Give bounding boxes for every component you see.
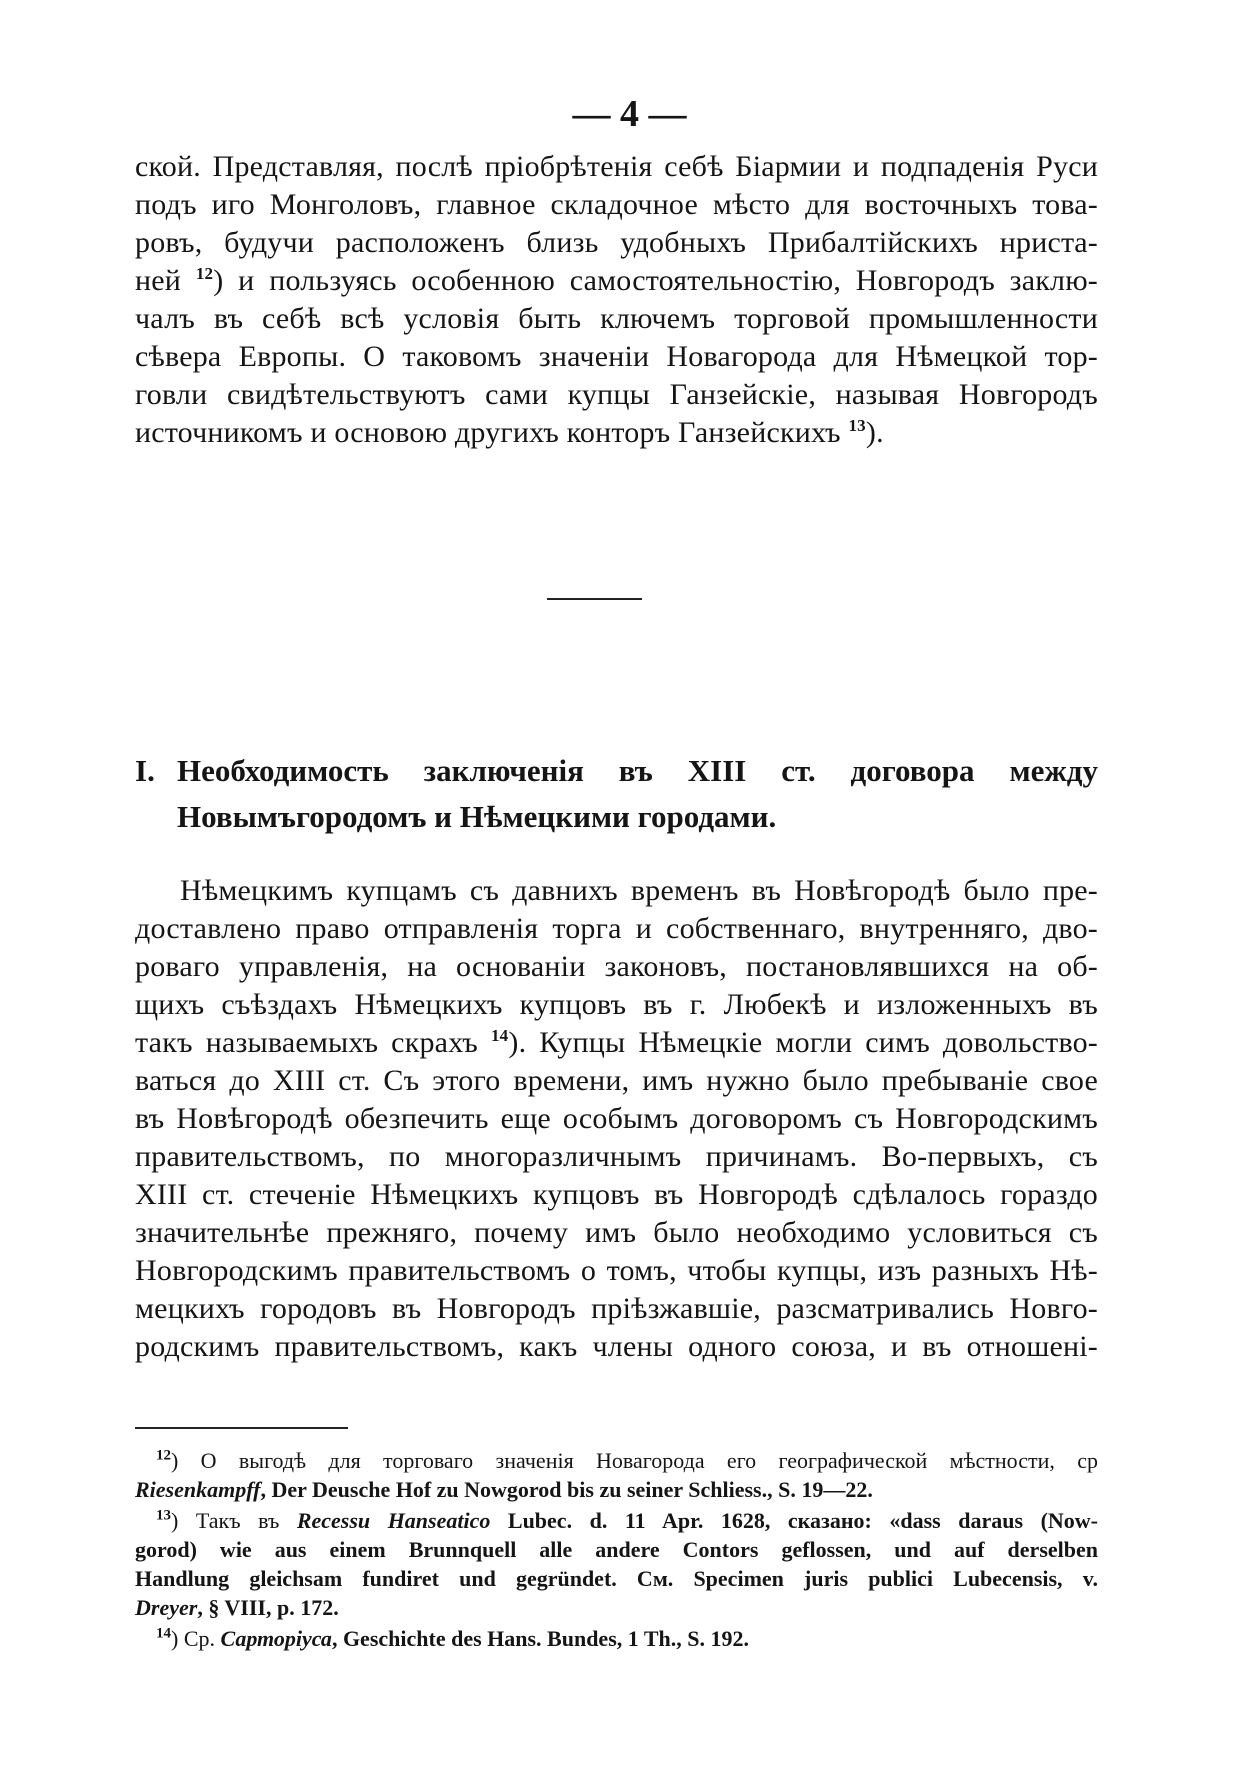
footnote-source: Сартоpiуса: [220, 1626, 332, 1651]
intro-line: ровъ, будучи расположенъ близь удобныхъ Прибалтійскихъ нристa-: [135, 226, 1098, 259]
intro-line: подъ иго Монголовъ, главное складочное мѣсто для восточныхъ това-: [135, 188, 1098, 221]
footnote-mark: 12: [156, 1447, 171, 1464]
body-line: мецкихъ городовъ въ Новгородъ пріѣзжавшіе, разсматривались Новго-: [135, 1292, 1098, 1325]
footnote-author: Dreyer: [135, 1595, 198, 1620]
chapter-title-line: Новымъгородомъ и Нѣмецкими городами.: [177, 799, 777, 834]
footnote-text: ) О выгодѣ для торговаго значенія Новагорода его географической мѣстности, ср: [171, 1448, 1098, 1473]
footnote-author: Riesenkampff: [135, 1477, 261, 1502]
intro-text: ней: [135, 264, 182, 297]
body-line: Нѣмецкимъ купцамъ съ давнихъ временъ въ Новѣгородѣ было пре-: [180, 874, 1098, 907]
footnote-text: , § VIII, p. 172.: [197, 1595, 339, 1620]
intro-text: ) и пользуясь особенною самостоятельностію, Новгородъ заклю-: [213, 264, 1098, 297]
page-number: — 4 —: [572, 93, 687, 135]
chapter-title-line: Необходимость заключенія въ XIII ст. договора между: [177, 753, 1098, 788]
footnote-text: , Geschichte des Hans. Bundes, 1 Th., S. 192.: [331, 1626, 750, 1651]
footnote-text: Lubec. d. 11 Apr. 1628, сказано: «dass daraus (Now-: [490, 1508, 1098, 1533]
intro-line: [135, 414, 1098, 452]
intro-line: ской. Представляя, послѣ пріобрѣтенія себѣ Біармии и подпаденія Руси: [135, 150, 1098, 183]
intro-line: чалъ въ себѣ всѣ условія быть ключемъ торговой промышленности: [135, 302, 1098, 335]
body-line: правительствомъ, по многоразличнымъ причинамъ. Во-первыхъ, съ: [135, 1140, 1098, 1173]
body-line: доставлено право отправленія торга и собственнаго, внутренняго, дво-: [135, 912, 1098, 945]
intro-line: сѣвера Европы. О таковомъ значеніи Новагорода для Нѣмецкой тор-: [135, 340, 1098, 373]
footnote-mark: 14: [156, 1625, 171, 1642]
intro-text: ).: [865, 416, 884, 449]
body-line: родскимъ правительствомъ, какъ члены одного союза, и въ отношені-: [135, 1330, 1098, 1363]
section-separator: [547, 598, 642, 600]
footnote-text: ) Ср.: [171, 1626, 221, 1651]
footnote-rule: [135, 1427, 348, 1429]
footnote-12-cont: [135, 1475, 1098, 1504]
body-line: щихъ съѣздахъ Нѣмецкихъ купцовъ въ г. Любекѣ и изложенныхъ въ: [135, 988, 1098, 1021]
body-line: въ Новѣгородѣ обезпечить еще особымъ договоромъ съ Новгородскимъ: [135, 1102, 1098, 1135]
body-line: [135, 1024, 1098, 1062]
body-line: роваго управленія, на основаніи законовъ, постановлявшихся на об-: [135, 950, 1098, 983]
body-line: ваться до XIII ст. Съ этого времени, имъ нужно было пребываніе свое: [135, 1064, 1098, 1097]
intro-text: источникомъ и основою другихъ конторъ Ганзейскихъ: [135, 416, 841, 449]
body-text: ). Купцы Нѣмецкіе могли симъ довольство-: [508, 1026, 1098, 1059]
body-line: XIII ст. стеченіе Нѣмецкихъ купцовъ въ Новгородѣ сдѣлалось гораздо: [135, 1178, 1098, 1211]
footnote-13: [156, 1506, 1098, 1535]
footnote-text: ) Такъ въ: [171, 1508, 297, 1533]
intro-line: [135, 262, 1098, 300]
footnote-mark: 13: [156, 1507, 171, 1524]
footnote-13-cont: Handlung gleichsam fundiret und gegründet. См. Specimen juris publici Lubecensis, v.: [135, 1566, 1098, 1591]
footnote-13-cont: [135, 1593, 1098, 1622]
footnote-ref-12: 12: [195, 264, 214, 283]
footnote-14: [156, 1624, 1098, 1653]
footnote-13-cont: gorod) wie aus einem Brunnquell alle andere Contors geflossen, und auf derselben: [135, 1537, 1098, 1562]
footnote-12: [156, 1446, 1098, 1475]
footnote-ref-13: 13: [848, 416, 866, 435]
intro-line: говли свидѣтельствуютъ сами купцы Ганзейскіе, называя Новгородъ: [135, 378, 1098, 411]
body-text: такъ называемыхъ скрахъ: [135, 1026, 478, 1059]
footnote-source: Recessu Hanseatico: [296, 1508, 491, 1533]
body-line: Новгородскимъ правительствомъ о томъ, чтобы купцы, изъ разныхъ Нѣ-: [135, 1254, 1098, 1287]
chapter-number: I.: [135, 753, 155, 788]
footnote-ref-14: 14: [490, 1026, 509, 1045]
footnote-text: , Der Deusche Hof zu Nowgorod bis zu seiner Schliess., S. 19—22.: [260, 1477, 873, 1502]
body-line: значительнѣе прежняго, почему имъ было необходимо условиться съ: [135, 1216, 1098, 1249]
